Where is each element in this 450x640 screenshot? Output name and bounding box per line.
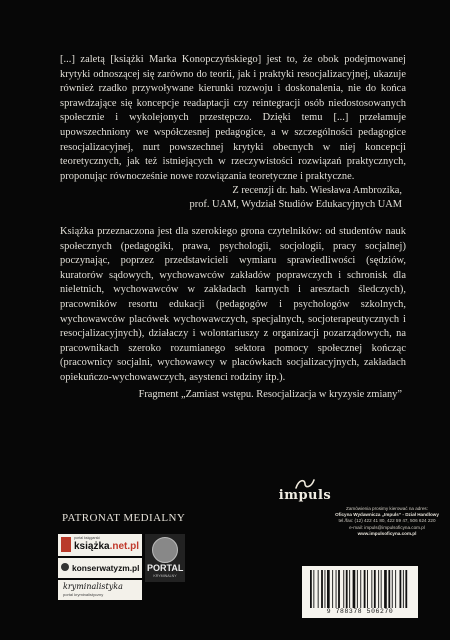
- barcode-bar: [325, 570, 326, 608]
- barcode-bar: [388, 570, 390, 608]
- barcode-bar: [318, 570, 319, 608]
- barcode-bar: [371, 570, 372, 608]
- barcode-bar: [338, 570, 340, 608]
- barcode-bar: [367, 570, 368, 608]
- reviewer-affiliation: prof. UAM, Wydział Studiów Edukacyjnych UAM: [189, 199, 402, 211]
- portal-wordmark: PORTAL: [147, 563, 184, 573]
- portal-kryminalny-logo: [145, 534, 185, 582]
- barcode-bar: [313, 570, 314, 608]
- isbn-barcode: [302, 566, 418, 618]
- barcode-bar: [321, 570, 323, 608]
- publisher-email: e-mail: impuls@impulsoficyna.com.pl: [349, 524, 425, 530]
- barcode-bar: [357, 570, 358, 608]
- barcode-bar: [360, 570, 361, 608]
- publisher-website: www.impulsoficyna.com.pl: [357, 530, 417, 536]
- isbn-digits: 9 788378 506270: [326, 608, 394, 615]
- ksiazka-tagline: portal księgarski: [74, 536, 100, 540]
- portal-tagline: KRYMINALNY: [153, 574, 177, 578]
- ksiazka-wordmark: książka.net.pl: [74, 541, 140, 552]
- barcode-bar: [343, 570, 344, 608]
- review-quote: [...] zaletą [książki Marka Konopczyńskiego] jest to, że obok podejmowanej krytyki odnoszącej się zarówno do teorii, jak i praktyki resocjalizacyjnej, ukazuje również rzadko przywoływane kierunki rozwoju i doskonalenia, nie do końca sprawdzające się koncepcje readaptacji czy reintegracji osób niedostosowanych społecznie i wykolejonych przestępczo. Dzięki temu [...] przełamuje upowszechniony we współczesnej pedagogice, a w szczególności pedagogice resocjalizacyjnej, nurt powszechnej krytyki obecnych w niej koncepcji teoretycznych, jak też istniejących w rzeczywistości rozwiązań praktycznych, proponując równocześnie nowe rozwiązania teoretyczne i praktyczne.: [60, 54, 406, 182]
- kryminalistyka-logo: [58, 580, 142, 600]
- barcode-bar: [400, 570, 402, 608]
- barcode-bar: [364, 570, 366, 608]
- barcode-bar: [384, 570, 387, 608]
- konserwatyzm-logo: [58, 558, 142, 578]
- barcode-bar: [374, 570, 376, 608]
- barcode-bar: [381, 570, 382, 608]
- barcode-bar: [349, 570, 350, 608]
- seal-icon: [152, 537, 178, 563]
- barcode-bar: [403, 570, 404, 608]
- barcode-bar: [310, 570, 312, 608]
- kryminalistyka-tagline: portal kryminalistyczny: [63, 592, 104, 597]
- book-icon: [61, 537, 71, 552]
- ksiazka-net-logo: [58, 534, 142, 556]
- fragment-source: [102, 388, 402, 402]
- barcode-bar: [346, 570, 348, 608]
- barcode-bars: [310, 570, 410, 608]
- publisher-name: Oficyna Wydawnicza „Impuls” - Dział Handlowy: [335, 512, 439, 518]
- order-info: Zamówienia prosimy kierować na adres:: [346, 506, 428, 511]
- publisher-contact: [322, 506, 450, 537]
- konserwatyzm-emblem-icon: [61, 563, 69, 571]
- publisher-phone: tel./fax: (12) 422 41 80, 422 59 47, 506 624 220: [338, 518, 436, 524]
- review-attribution: [102, 184, 402, 213]
- media-patronage-title: PATRONAT MEDIALNY: [62, 512, 186, 524]
- barcode-bar: [327, 570, 330, 608]
- barcode-bar: [378, 570, 379, 608]
- kryminalistyka-wordmark: kryminalistyka: [63, 582, 123, 591]
- barcode-bar: [395, 570, 396, 608]
- barcode-bar: [392, 570, 393, 608]
- fragment-source-text: Fragment „Zamiast wstępu. Resocjalizacja w kryzysie zmiany”: [138, 389, 402, 400]
- barcode-bar: [336, 570, 337, 608]
- reviewer-name: Z recenzji dr. hab. Wiesława Ambrozika,: [232, 185, 402, 196]
- publisher-logo-text: impuls: [278, 488, 332, 503]
- publisher-logo: [278, 478, 332, 504]
- konserwatyzm-wordmark: konserwatyzm.pl: [72, 563, 140, 573]
- barcode-bar: [353, 570, 356, 608]
- audience-description: Książka przeznaczona jest dla szerokiego grona czytelników: od studentów nauk społecznych (pedagogiki, prawa, psychologii, socjologii, pracy socjalnej) poczynając, poprzez przedstawicieli wymiaru sprawiedliwości (sędziów, kuratorów sądowych, wychowawców zakładów poprawczych i schronisk dla nieletnich, wychowawców w zakładach karnych i aresztach śledczych), pracowników resortu edukacji (pedagogów i psychologów szkolnych, wychowawców placówek wychowawczych, specjalnych, socjoterapeutycznych i resocjalizacyjnych), działaczy i wolontariuszy z organizacji pozarządowych, na pracownikach szeroko rozumianego sektora pomocy społecznej kończąc (pracownicy socjalni, wychowawcy w placówkach socjalizacyjnych, zakładach opiekuńczo-wychowawczych, asystenci rodziny itp.).: [60, 226, 406, 383]
- barcode-bar: [332, 570, 333, 608]
- barcode-bar: [405, 570, 407, 608]
